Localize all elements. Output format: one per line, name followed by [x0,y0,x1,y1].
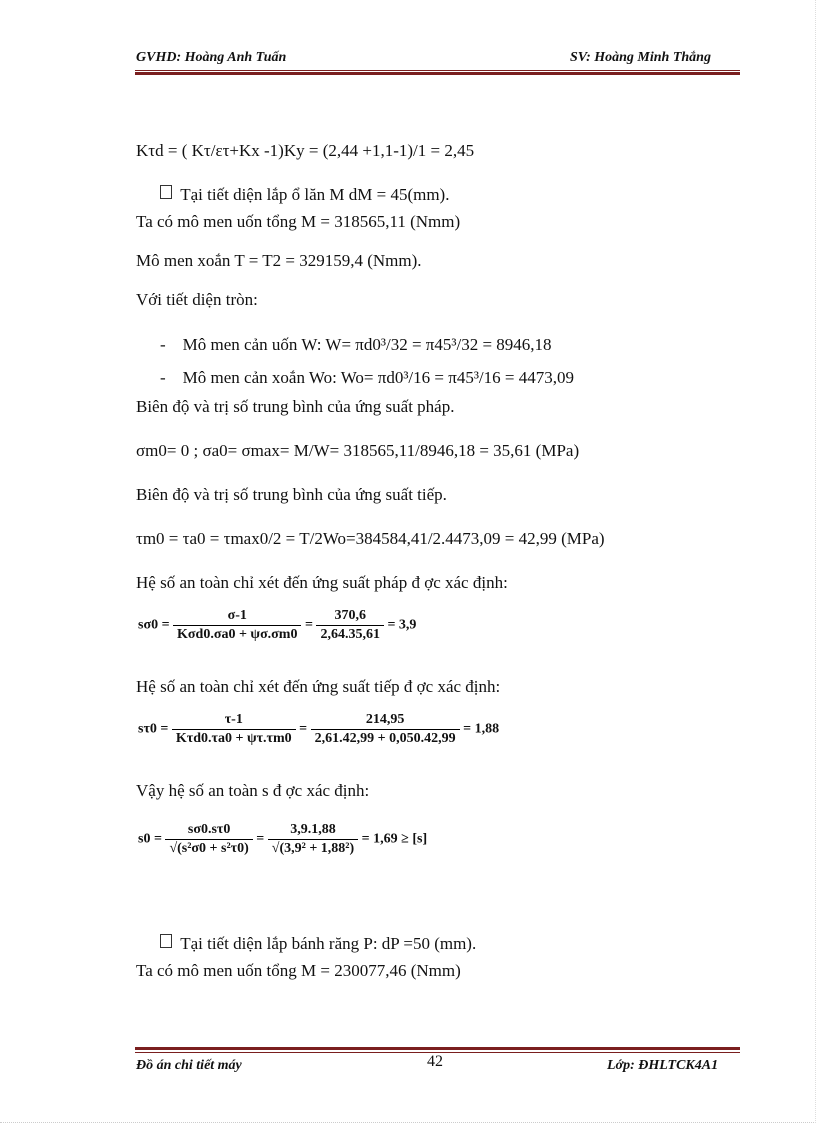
header-right: SV: Hoàng Minh Thắng [570,50,711,65]
eq2-num2: 214,95 [311,712,460,730]
eq1-den1: Kσd0.σa0 + ψσ.σm0 [177,627,298,642]
bend-modulus-item [160,335,552,355]
equation-safety-shear: sτ0 = $\frac{\tau-1}{\text{Kτd0.τa0 + ψτ.τm0}}$ = $\frac{214,95}{2,61.42,99 + 0,050.42,99}$ = 1,88 [138,712,500,746]
eq3-den1: √(s²σ0 + s²τ0) [169,841,249,856]
eq3-numeric-fraction [268,822,358,857]
eq3-num1: sσ0.sτ0 [165,822,252,840]
page-number: 42 [427,1053,443,1070]
footer-rule-thick [135,1047,740,1050]
eq3-den2: √(3,9² + 1,88²) [271,841,355,856]
moment-total-line: Ta có mô men uốn tổng M = 318565,11 (Nmm) [136,212,461,231]
equation-safety-total: s0 = $\frac{s\sigma 0.s\tau 0}{\text{√(s²σ0 + s²τ0)}}$ = $\frac{3,9.1,88}{\text{√(3,9² + 1,88²)}}$ = 1,69 ≥ [s] [138,822,428,856]
section-p-item [160,934,476,954]
bend-modulus-text: Mô men cản uốn W: W= πd0³/32 = π45³/32 = 8946,18 [182,335,552,354]
footer-left: Đồ án chi tiết máy [136,1058,242,1073]
eq3-lhs: s0 = [138,831,162,847]
safety-total-heading: Vậy hệ số an toàn s đ ợc xác định: [136,781,370,800]
torque-line: Mô men xoắn T = T2 = 329159,4 (Nmm). [136,251,422,270]
dash-bullet-icon: - [160,335,166,354]
dash-bullet-icon: - [160,368,166,387]
shear-stress-heading: Biên độ và trị số trung bình của ứng suất tiếp. [136,485,447,504]
safety-normal-heading: Hệ số an toàn chỉ xét đến ứng suất pháp đ ợc xác định: [136,573,508,592]
tau-line: τm0 = τa0 = τmax0/2 = T/2Wo=384584,41/2.4473,09 = 42,99 (MPa) [136,529,605,548]
normal-stress-heading: Biên độ và trị số trung bình của ứng suất pháp. [136,397,455,416]
sigma-line: σm0= 0 ; σa0= σmax= M/W= 318565,11/8946,18 = 35,61 (MPa) [136,441,580,460]
eq3-num2: 3,9.1,88 [268,822,358,840]
eq2-result: = 1,88 [463,721,500,737]
eq2-den2: 2,61.42,99 + 0,050.42,99 [314,731,456,746]
torsion-modulus-text: Mô men cản xoắn Wo: Wo= πd0³/16 = π45³/16 = 4473,09 [182,368,574,387]
eq1-result: = 3,9 [387,617,417,633]
safety-shear-heading: Hệ số an toàn chỉ xét đến ứng suất tiếp đ ợc xác định: [136,677,501,696]
eq2-lhs: sτ0 = [138,721,169,737]
eq1-num1: σ-1 [173,608,301,626]
moment-total-p-line: Ta có mô men uốn tổng M = 230077,46 (Nmm) [136,961,461,980]
eq2-den1: Kτd0.τa0 + ψτ.τm0 [175,731,292,746]
header-rule-thick [135,72,740,75]
ktd-line: Kτd = ( Kτ/ετ+Kx -1)Ky = (2,44 +1,1-1)/1 = 2,45 [136,141,475,160]
eq2-num1: τ-1 [172,712,296,730]
eq2-symbolic-fraction [172,712,296,747]
eq1-numeric-fraction [316,608,384,643]
round-section-line: Với tiết diện tròn: [136,290,258,309]
section-m-label: Tại tiết diện lắp ổ lăn M dM = 45(mm). [180,185,450,204]
eq1-den2: 2,64.35,61 [320,627,380,642]
checkbox-icon [160,185,172,199]
torsion-modulus-item [160,368,574,388]
section-m-item [160,185,449,205]
eq1-num2: 370,6 [316,608,384,626]
eq3-result: = 1,69 ≥ [s] [361,831,428,847]
eq3-symbolic-fraction [165,822,252,857]
checkbox-icon [160,934,172,948]
header-rule-thin [135,70,740,71]
eq1-lhs: sσ0 = [138,617,170,633]
eq2-numeric-fraction [311,712,460,747]
section-p-label: Tại tiết diện lắp bánh răng P: dP =50 (mm). [180,934,477,953]
header-left: GVHD: Hoàng Anh Tuấn [136,50,287,65]
equation-safety-normal: sσ0 = $\frac{\sigma-1}{\text{Kσd0.σa0 + ψσ.σm0}}$ = $\frac{370,6}{2,64.35,61}$ = 3,9 [138,608,417,642]
footer-right: Lớp: ĐHLTCK4A1 [607,1058,719,1073]
eq1-symbolic-fraction [173,608,301,643]
